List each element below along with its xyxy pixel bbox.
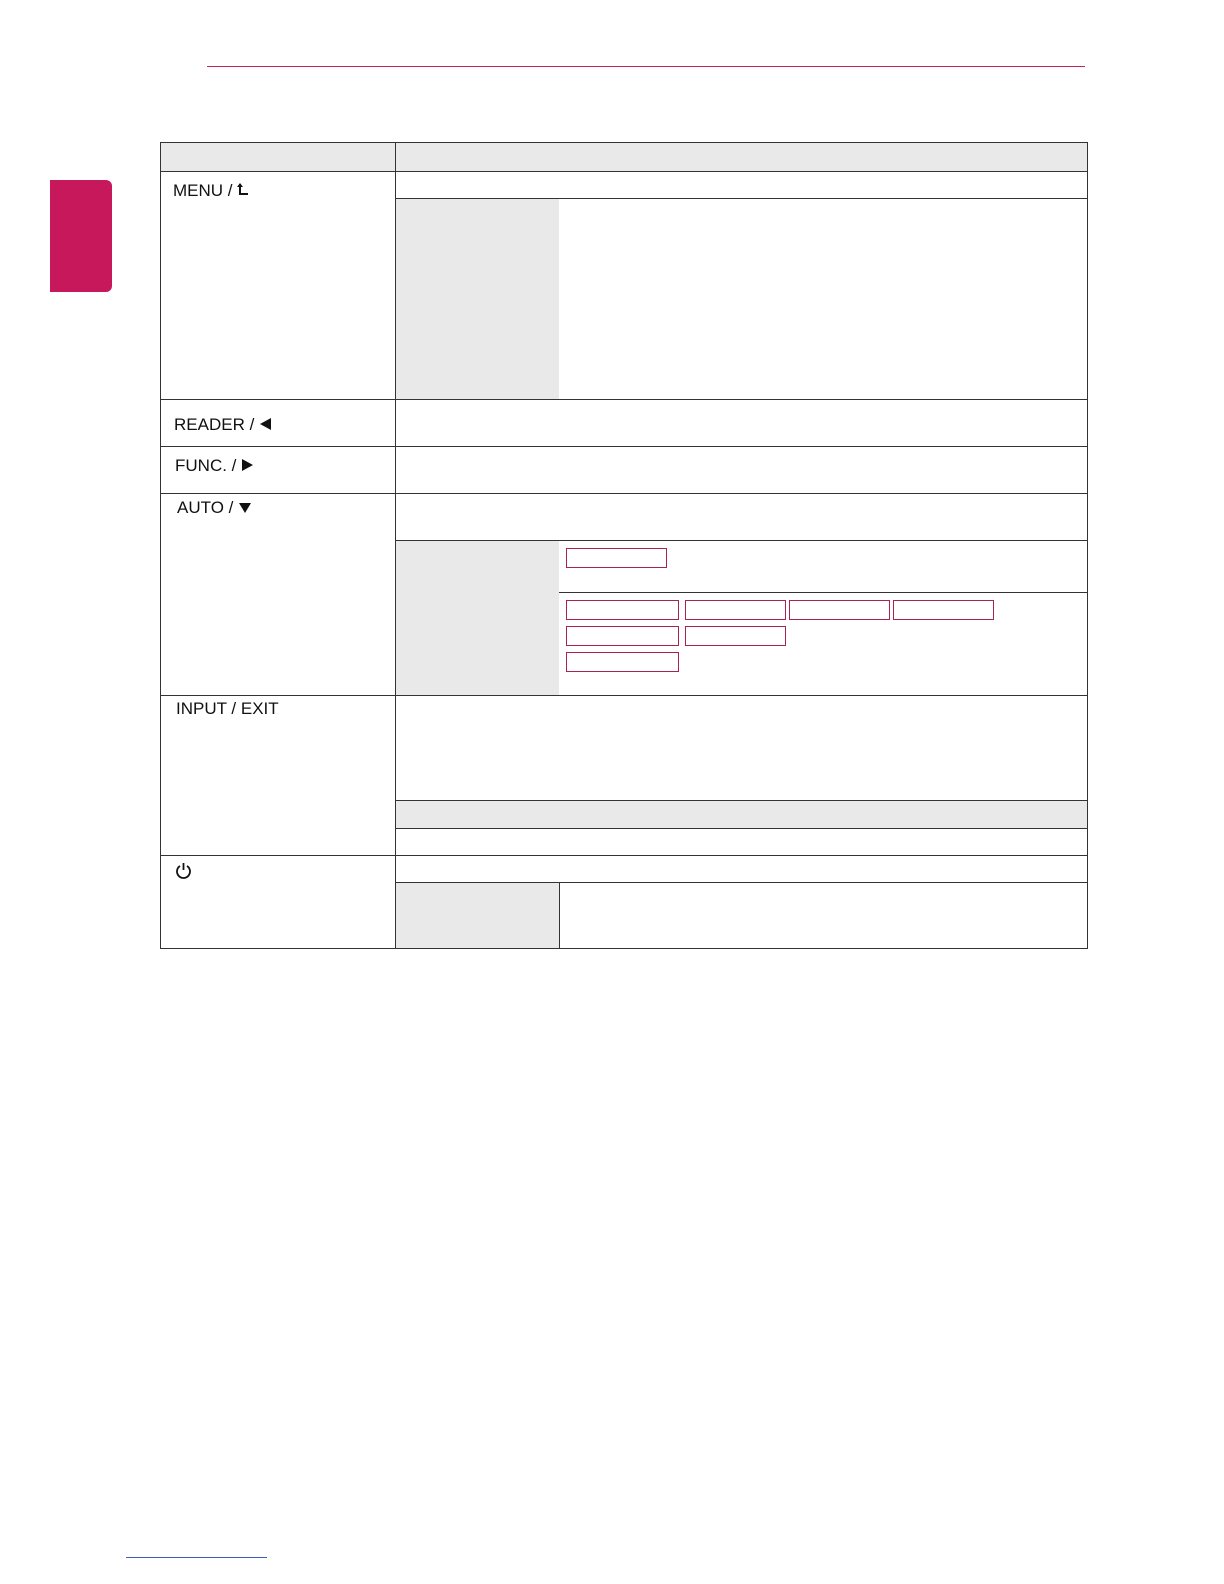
triangle-right-icon (241, 457, 254, 477)
button-function-table (160, 142, 1088, 949)
reference-chip[interactable] (566, 626, 679, 646)
reference-chip[interactable] (566, 652, 679, 672)
power-button-label (175, 862, 192, 885)
footer-link-underline[interactable] (126, 1557, 267, 1558)
menu-sub-label-cell (396, 199, 559, 399)
reader-button-label: READER / (174, 415, 272, 436)
power-sub-label-cell (396, 883, 559, 948)
triangle-left-icon (259, 416, 272, 436)
section-tab (50, 180, 112, 292)
input-sub-header (396, 801, 1087, 828)
reference-chip[interactable] (566, 600, 679, 620)
auto-button-label: AUTO / (177, 498, 252, 519)
menu-button-label: MENU / (173, 181, 249, 202)
input-exit-button-label: INPUT / EXIT (176, 699, 279, 718)
return-arrow-icon (237, 182, 249, 202)
triangle-down-icon (238, 499, 252, 519)
reference-chip[interactable] (893, 600, 994, 620)
reference-chip[interactable] (685, 626, 786, 646)
reference-chip[interactable] (789, 600, 890, 620)
auto-sub-label-cell (396, 541, 559, 695)
header-rule (207, 66, 1085, 67)
reference-chip[interactable] (685, 600, 786, 620)
func-button-label: FUNC. / (175, 456, 254, 477)
power-icon (175, 862, 192, 885)
table-header (161, 143, 1087, 171)
reference-chip[interactable] (566, 548, 667, 568)
